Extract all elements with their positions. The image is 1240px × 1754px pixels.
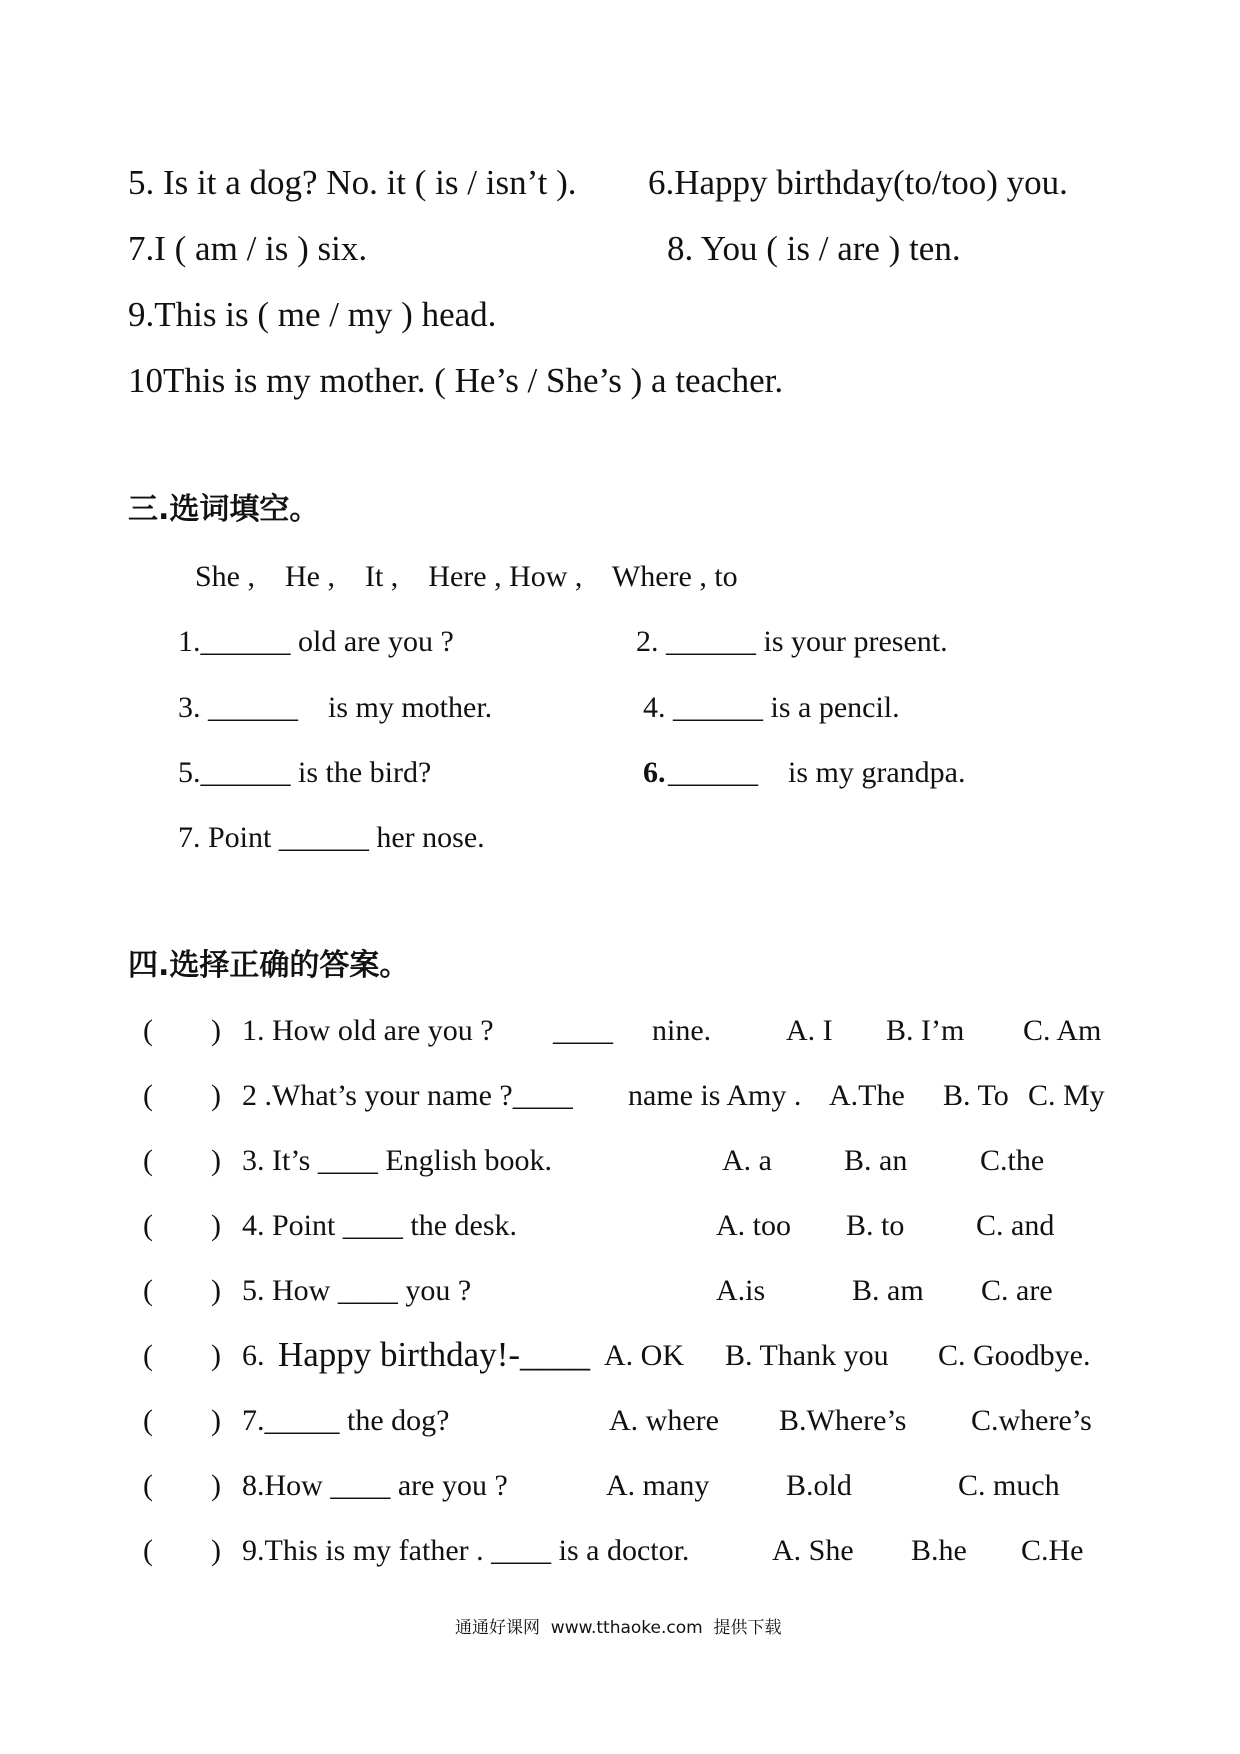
option-a: A. many: [606, 1469, 710, 1502]
paren-open: (: [143, 1014, 153, 1047]
paren-close: ): [211, 1079, 221, 1112]
option-b: B. To: [943, 1079, 1009, 1112]
option-c: C.He: [1021, 1534, 1084, 1567]
option-c: C. and: [976, 1209, 1055, 1242]
choice-question: 4. Point ____ the desk.: [242, 1209, 517, 1242]
fill-item-7: 7. Point ______ her nose.: [178, 821, 485, 854]
paren-open: (: [143, 1469, 153, 1502]
paren-open: (: [143, 1274, 153, 1307]
option-c: C. much: [958, 1469, 1060, 1502]
paren-open: (: [143, 1404, 153, 1437]
option-c: C. My: [1028, 1079, 1105, 1112]
fill-item-3: 3. ______ is my mother.: [178, 691, 493, 724]
option-b: B. I’m: [886, 1014, 965, 1047]
paren-close: ): [211, 1404, 221, 1437]
fill-item-6-number: 6.: [643, 756, 666, 789]
option-a: A. a: [722, 1144, 772, 1177]
option-b: B. Thank you: [725, 1339, 889, 1372]
option-c: C. Goodbye.: [938, 1339, 1091, 1372]
option-b: B. am: [852, 1274, 924, 1307]
choice-question: 8.How ____ are you ?: [242, 1469, 508, 1502]
choice-question: 9.This is my father . ____ is a doctor.: [242, 1534, 690, 1567]
paren-open: (: [143, 1339, 153, 1372]
paren-open: (: [143, 1534, 153, 1567]
paren-close: ): [211, 1144, 221, 1177]
choice-question: 5. How ____ you ?: [242, 1274, 472, 1307]
fill-item-1: 1.______ old are you ?: [178, 625, 454, 658]
option-c: C.where’s: [971, 1404, 1092, 1437]
choice-question: 7._____ the dog?: [242, 1404, 450, 1437]
paren-close: ): [211, 1274, 221, 1307]
option-a: A. where: [609, 1404, 719, 1437]
option-a: A. I: [786, 1014, 833, 1047]
question-5: 5. Is it a dog? No. it ( is / isn’t ).: [128, 163, 577, 202]
option-c: C. Am: [1023, 1014, 1102, 1047]
paren-close: ): [211, 1339, 221, 1372]
question-7: 7.I ( am / is ) six.: [128, 229, 368, 268]
option-a: A.is: [716, 1274, 766, 1307]
choice-question: 1. How old are you ?: [242, 1014, 494, 1047]
choice-rest: nine.: [652, 1014, 712, 1047]
paren-close: ): [211, 1014, 221, 1047]
choice-question-large: Happy birthday!-____: [278, 1335, 591, 1374]
option-a: A. She: [772, 1534, 854, 1567]
option-a: A. OK: [604, 1339, 684, 1372]
fill-item-6: ______ is my grandpa.: [668, 756, 966, 789]
option-a: A. too: [716, 1209, 791, 1242]
choice-question: 6.: [242, 1339, 265, 1372]
paren-close: ): [211, 1469, 221, 1502]
section-3-heading: 三.选词填空。: [128, 492, 320, 527]
choice-blank: ____: [553, 1014, 613, 1047]
paren-close: ): [211, 1209, 221, 1242]
fill-item-2: 2. ______ is your present.: [636, 625, 948, 658]
option-a: A.The: [829, 1079, 905, 1112]
option-b: B.old: [786, 1469, 852, 1502]
paren-open: (: [143, 1079, 153, 1112]
option-b: B. an: [844, 1144, 908, 1177]
option-b: B. to: [846, 1209, 905, 1242]
question-9: 9.This is ( me / my ) head.: [128, 295, 497, 334]
choice-rest: name is Amy .: [628, 1079, 802, 1112]
question-8: 8. You ( is / are ) ten.: [667, 229, 961, 268]
fill-item-4: 4. ______ is a pencil.: [643, 691, 900, 724]
choice-question: 3. It’s ____ English book.: [242, 1144, 553, 1177]
section-4-heading: 四.选择正确的答案。: [128, 948, 410, 983]
option-c: C.the: [980, 1144, 1045, 1177]
option-b: B.Where’s: [779, 1404, 907, 1437]
question-6: 6.Happy birthday(to/too) you.: [648, 163, 1068, 202]
fill-item-5: 5.______ is the bird?: [178, 756, 432, 789]
question-10: 10This is my mother. ( He’s / She’s ) a teacher.: [128, 361, 784, 400]
footer-text: 通通好课网 www.tthaoke.com 提供下载: [455, 1618, 782, 1638]
paren-open: (: [143, 1144, 153, 1177]
word-bank: She , He , It , Here , How , Where , to: [195, 560, 738, 593]
choice-question: 2 .What’s your name ?____: [242, 1079, 573, 1112]
paren-open: (: [143, 1209, 153, 1242]
option-b: B.he: [911, 1534, 967, 1567]
paren-close: ): [211, 1534, 221, 1567]
option-c: C. are: [981, 1274, 1053, 1307]
